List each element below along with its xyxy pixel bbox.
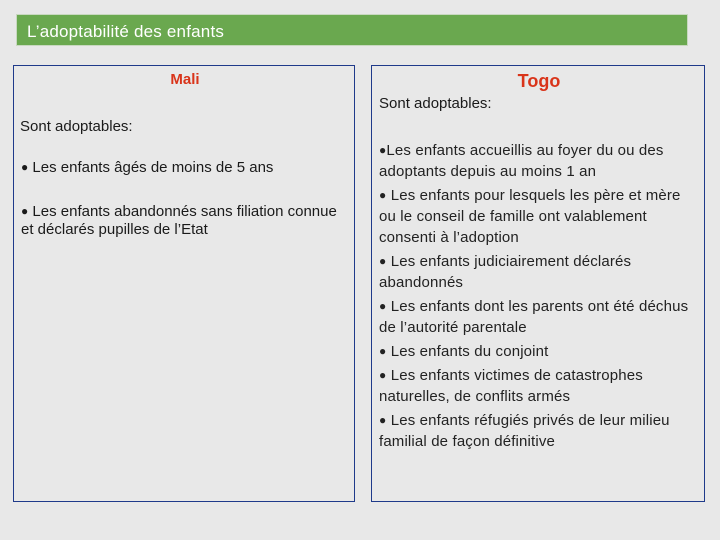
page-title: L’adoptabilité des enfants: [27, 22, 225, 41]
title-bar: [16, 14, 688, 46]
togo-list-item: [379, 341, 689, 362]
mali-item-text: Les enfants abandonnés sans filiation connue et déclarés pupilles de l’Etat: [21, 203, 337, 238]
bullet-icon: ●: [379, 143, 387, 157]
togo-heading: Togo: [517, 71, 561, 91]
togo-list-item: [379, 185, 689, 248]
togo-list-item: [379, 296, 689, 338]
togo-item-text: Les enfants pour lesquels les père et mère ou le conseil de famille ont valablement consenti à l’adoption: [379, 187, 681, 246]
togo-list: [379, 140, 689, 455]
bullet-icon: ●: [379, 368, 387, 382]
bullet-icon: ●: [21, 204, 29, 218]
mali-item-text: Les enfants âgés de moins de 5 ans: [32, 159, 274, 176]
togo-item-text: Les enfants du conjoint: [390, 343, 549, 360]
togo-item-text: Les enfants réfugiés privés de leur milieu familial de façon définitive: [379, 412, 670, 450]
mali-list-item: [21, 158, 346, 177]
togo-item-text: Les enfants victimes de catastrophes naturelles, de conflits armés: [379, 367, 643, 405]
mali-list-item: [21, 202, 346, 239]
togo-intro: Sont adoptables:: [379, 95, 492, 112]
bullet-icon: ●: [379, 413, 387, 427]
togo-list-item: [379, 365, 689, 407]
togo-list-item: [379, 410, 689, 452]
mali-intro: Sont adoptables:: [20, 118, 133, 135]
togo-item-text: Les enfants dont les parents ont été déchus de l’autorité parentale: [379, 298, 689, 336]
togo-item-text: Les enfants judiciairement déclarés abandonnés: [379, 253, 632, 291]
mali-heading: Mali: [170, 71, 200, 88]
togo-list-item: [379, 251, 689, 293]
bullet-icon: ●: [379, 188, 387, 202]
togo-list-item: [379, 140, 689, 182]
bullet-icon: ●: [379, 299, 387, 313]
togo-item-text: Les enfants accueillis au foyer du ou des adoptants depuis au moins 1 an: [379, 142, 664, 180]
bullet-icon: ●: [21, 160, 29, 174]
bullet-icon: ●: [379, 254, 387, 268]
bullet-icon: ●: [379, 344, 387, 358]
